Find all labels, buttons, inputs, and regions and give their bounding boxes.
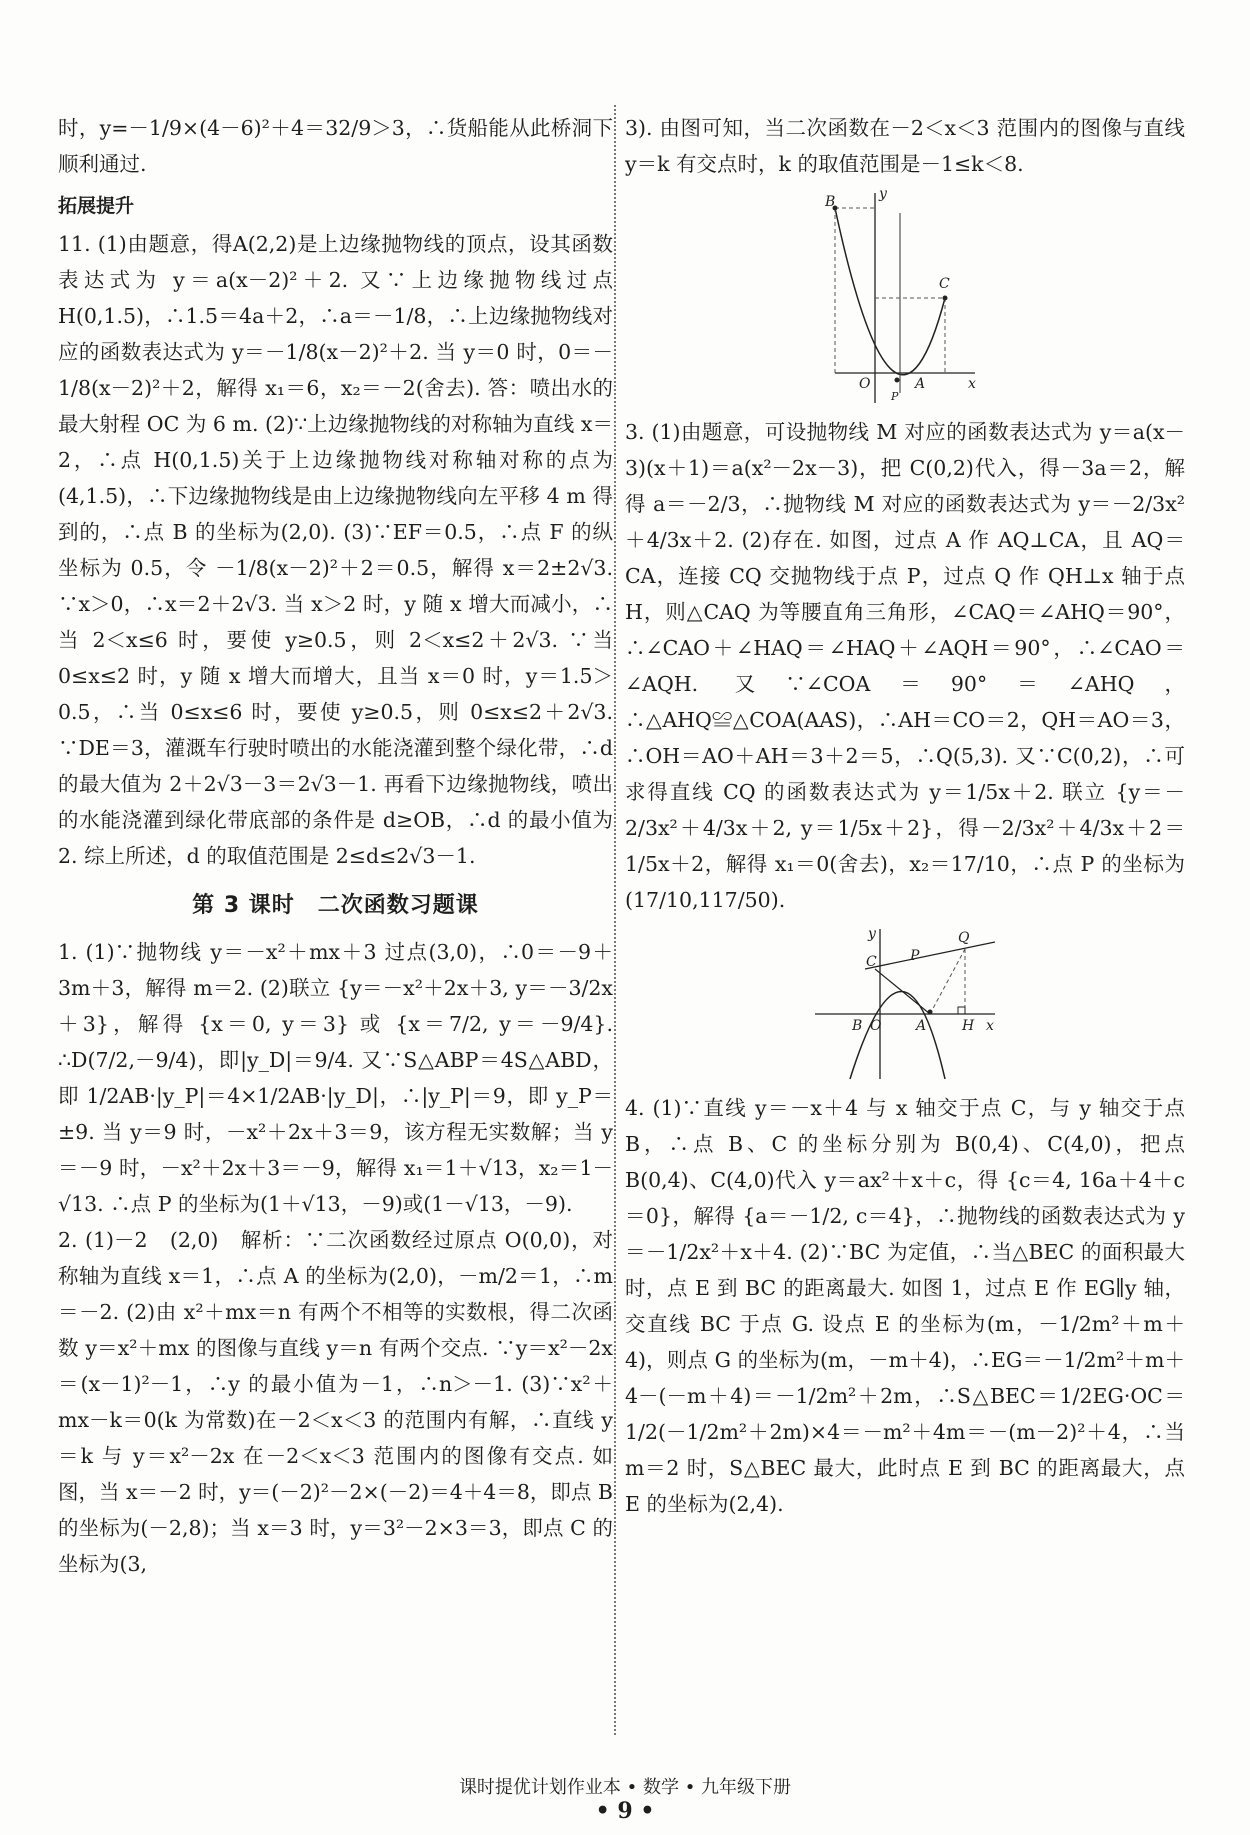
footer-title: 课时提优计划作业本 • 数学 • 九年级下册 (458, 1777, 792, 1798)
label-P: P (891, 390, 899, 403)
question-3: 3. (1)由题意，可设抛物线 M 对应的函数表达式为 y＝a(x－3)(x＋1)＝a(x²－2x－3)，把 C(0,2)代入，得－3a＝2，解得 a＝－2/3，∴抛物线 M 对应的函数表达式为 y＝－2/3x²＋4/3x＋2. (2)存在. 如图，过点 A 作 AQ⊥CA，且 AQ＝CA，连接 CQ 交抛物线于点 P，过点 Q 作 QH⊥x 轴于点 H，则△CAQ 为等腰直角三角形，∠CAQ＝∠AHQ＝90°，∴∠CAO＋∠HAQ＝∠HAQ＋∠AQH＝90°，∴∠CAO＝∠AQH. 又∵∠COA＝90°＝∠AHQ，∴△AHQ≌△COA(AAS)，∴AH＝CO＝2，QH＝AO＝3，∴OH＝AO＋AH＝3＋2＝5，∴Q(5,3). 又∵C(0,2)，∴可求得直线 CQ 的函数表达式为 y＝1/5x＋2. 联立 {y＝－2/3x²＋4/3x＋2, y＝1/5x＋2}，得－2/3x²＋4/3x＋2＝1/5x＋2，解得 x₁＝0(舍去)，x₂＝17/10，∴点 P 的坐标为(17/10,117/50). (625, 420, 1185, 912)
label-B2: B (852, 1018, 863, 1034)
section-heading: 拓展提升 (58, 195, 135, 217)
paragraph-continuation-right: 3). 由图可知，当二次函数在－2＜x＜3 范围内的图像与直线 y＝k 有交点时，k 的取值范围是－1≤k＜8. (625, 116, 1185, 176)
label-C: C (939, 276, 950, 292)
question-4: 4. (1)∵直线 y＝－x＋4 与 x 轴交于点 C，与 y 轴交于点 B，∴点 B、C 的坐标分别为 B(0,4)、C(4,0)，把点 B(0,4)、C(4,0)代入 y＝ax²＋x＋c，得 {c＝4, 16a＋4＋c＝0}，解得 {a＝－1/2, c＝4}，∴抛物线的函数表达式为 y＝－1/2x²＋x＋4. (2)∵BC 为定值，∴当△BEC 的面积最大时，点 E 到 BC 的距离最大. 如图 1，过点 E 作 EG∥y 轴，交直线 BC 于点 G. 设点 E 的坐标为(m，－1/2m²＋m＋4)，则点 G 的坐标为(m，－m＋4)，∴EG＝－1/2m²＋m＋4－(－m＋4)＝－1/2m²＋2m，∴S△BEC＝1/2EG·OC＝1/2(－1/2m²＋2m)×4＝－m²＋4m＝－(m－2)²＋4，∴当 m＝2 时，S△BEC 最大，此时点 E 到 BC 的距离最大，点 E 的坐标为(2,4). (625, 1096, 1185, 1516)
right-column (625, 110, 1185, 1522)
label-y2: y (868, 926, 876, 942)
label-C2: C (866, 954, 877, 970)
label-y: y (879, 188, 887, 202)
question-11: 11. (1)由题意，得A(2,2)是上边缘抛物线的顶点，设其函数表达式为 y＝a(x－2)²＋2. 又∵上边缘抛物线过点 H(0,1.5)，∴1.5＝4a＋2，∴a＝－1/8，∴上边缘抛物线对应的函数表达式为 y＝－1/8(x－2)²＋2. 当 y＝0 时，0＝－1/8(x－2)²＋2，解得 x₁＝6，x₂＝－2(舍去). 答：喷出水的最大射程 OC 为 6 m. (2)∵上边缘抛物线的对称轴为直线 x＝2，∴点 H(0,1.5)关于上边缘抛物线对称轴对称的点为(4,1.5)，∴下边缘抛物线是由上边缘抛物线向左平移 4 m 得到的，∴点 B 的坐标为(2,0). (3)∵EF＝0.5，∴点 F 的纵坐标为 0.5，令 －1/8(x－2)²＋2＝0.5，解得 x＝2±2√3. ∵x＞0，∴x＝2＋2√3. 当 x＞2 时，y 随 x 增大而减小，∴当 2＜x≤6 时，要使 y≥0.5，则 2＜x≤2＋2√3. ∵当 0≤x≤2 时，y 随 x 增大而增大，且当 x＝0 时，y＝1.5＞0.5，∴当 0≤x≤6 时，要使 y≥0.5，则 0≤x≤2＋2√3. ∵DE＝3，灌溉车行驶时喷出的水能浇灌到整个绿化带，∴d 的最大值为 2＋2√3－3＝2√3－1. 再看下边缘抛物线，喷出的水能浇灌到绿化带底部的条件是 d≥OB，∴d 的最小值为 2. 综上所述，d 的取值范围是 2≤d≤2√3－1. (58, 232, 613, 868)
label-A2: A (916, 1018, 927, 1034)
label-P2: P (910, 948, 920, 964)
question-1: 1. (1)∵抛物线 y＝－x²＋mx＋3 过点(3,0)，∴0＝－9＋3m＋3，解得 m＝2. (2)联立 {y＝－x²＋2x＋3, y＝－3/2x＋3}，解得 {x＝0, y＝3} 或 {x＝7/2, y＝－9/4}. ∴D(7/2,－9/4)，即|y_D|＝9/4. 又∵S△ABP＝4S△ABD，即 1/2AB·|y_P|＝4×1/2AB·|y_D|，∴|y_P|＝9，即 y_P＝±9. 当 y＝9 时，－x²＋2x＋3＝9，该方程无实数解；当 y＝－9 时，－x²＋2x＋3＝－9，解得 x₁＝1＋√13，x₂＝1－√13. ∴点 P 的坐标为(1＋√13，－9)或(1－√13，－9). (58, 940, 613, 1216)
lesson-title: 第 3 课时 二次函数习题课 (192, 893, 479, 918)
question-2: 2. (1)－2 (2,0) 解析：∵二次函数经过原点 O(0,0)，对称轴为直线 x＝1，∴点 A 的坐标为(2,0)，－m/2＝1，∴m＝－2. (2)由 x²＋mx＝n 有两个不相等的实数根，得二次函数 y＝x²＋mx 的图像与直线 y＝n 有两个交点. ∵y＝x²－2x＝(x－1)²－1，∴y 的最小值为－1，∴n＞－1. (3)∵x²＋mx－k＝0(k 为常数)在－2＜x＜3 的范围内有解，∴直线 y＝k 与 y＝x²－2x 在－2＜x＜3 范围内的图像有交点. 如图，当 x＝－2 时，y＝(－2)²－2×(－2)＝4＋4＝8，即点 B 的坐标为(－2,8)；当 x＝3 时，y＝3²－2×3＝3，即点 C 的坐标为(3, (58, 1228, 613, 1576)
label-A: A (915, 376, 926, 392)
label-B: B (825, 194, 836, 210)
figure-parabola-cq (810, 924, 1000, 1084)
label-O2: O (870, 1018, 882, 1034)
label-x: x (968, 376, 976, 392)
paragraph-continuation: 时，y=－1/9×(4－6)²＋4＝32/9＞3，∴货船能从此桥洞下顺利通过. (58, 116, 613, 176)
figure-parabola-bc (825, 188, 985, 408)
label-O: O (859, 376, 871, 392)
page-number: • 9 • (595, 1798, 655, 1824)
column-divider (614, 105, 616, 1735)
label-H: H (962, 1018, 975, 1034)
left-column (58, 110, 613, 1582)
label-Q: Q (958, 930, 970, 946)
label-x2: x (986, 1018, 994, 1034)
